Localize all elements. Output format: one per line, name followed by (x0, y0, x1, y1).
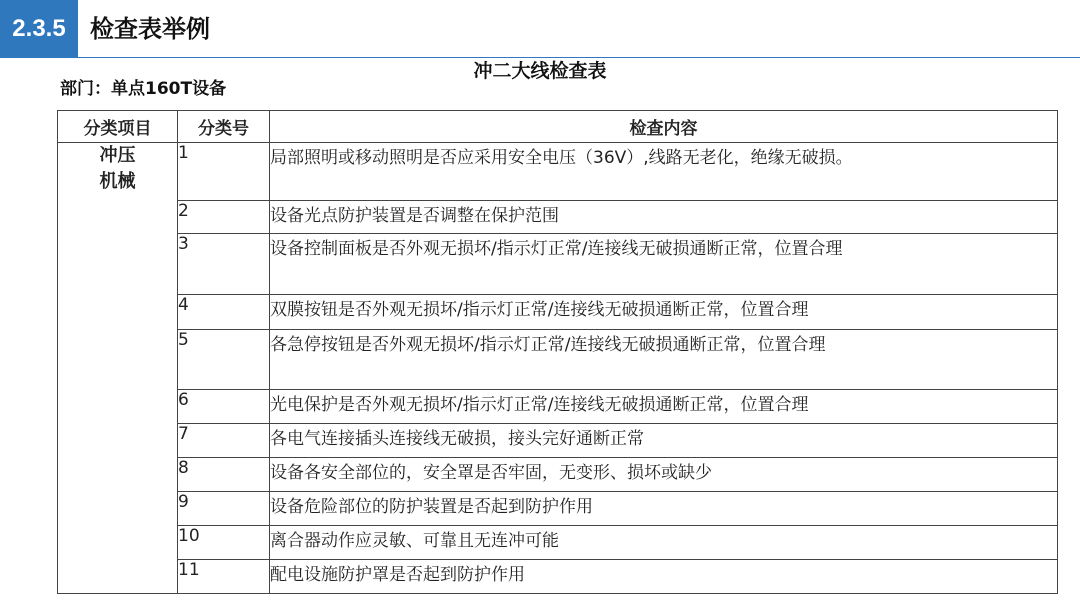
table-row (58, 526, 1058, 560)
row-number: 9 (178, 492, 270, 526)
category-line: 冲压 (99, 145, 136, 166)
row-number: 3 (178, 234, 270, 295)
table-row (58, 560, 1058, 594)
row-content: 设备各安全部位的，安全罩是否牢固，无变形、损坏或缺少 (270, 458, 1058, 492)
table-row (58, 201, 1058, 234)
row-number: 1 (178, 143, 270, 201)
category-line: 机械 (99, 171, 136, 192)
row-number: 10 (178, 526, 270, 560)
table-row (58, 234, 1058, 295)
page-title: 检查表举例 (90, 15, 210, 43)
table-header-row (58, 111, 1058, 143)
row-content: 各急停按钮是否外观无损坏/指示灯正常/连接线无破损通断正常，位置合理 (270, 330, 1058, 390)
column-header-content: 检查内容 (270, 111, 1058, 143)
row-content: 设备光点防护装置是否调整在保护范围 (270, 201, 1058, 234)
row-content: 配电设施防护罩是否起到防护作用 (270, 560, 1058, 594)
table-row (58, 143, 1058, 201)
row-number: 8 (178, 458, 270, 492)
row-content: 光电保护是否外观无损坏/指示灯正常/连接线无破损通断正常，位置合理 (270, 390, 1058, 424)
table-row (58, 330, 1058, 390)
column-header-category: 分类项目 (58, 111, 178, 143)
row-content: 各电气连接插头连接线无破损，接头完好通断正常 (270, 424, 1058, 458)
row-number: 4 (178, 295, 270, 330)
inspection-table (57, 110, 1058, 594)
column-header-number: 分类号 (178, 111, 270, 143)
row-content: 设备控制面板是否外观无损坏/指示灯正常/连接线无破损通断正常，位置合理 (270, 234, 1058, 295)
row-content: 双膜按钮是否外观无损坏/指示灯正常/连接线无破损通断正常，位置合理 (270, 295, 1058, 330)
table-row (58, 458, 1058, 492)
row-content: 局部照明或移动照明是否应采用安全电压（36V）,线路无老化，绝缘无破损。 (270, 143, 1058, 201)
row-number: 11 (178, 560, 270, 594)
row-number: 6 (178, 390, 270, 424)
table-row (58, 295, 1058, 330)
table-title: 冲二大线检查表 (473, 60, 607, 82)
row-number: 7 (178, 424, 270, 458)
section-number-badge: 2.3.5 (0, 0, 78, 58)
table-row (58, 492, 1058, 526)
department-label: 部门：单点160T设备 (60, 79, 227, 99)
table-row (58, 424, 1058, 458)
row-number: 5 (178, 330, 270, 390)
category-cell (58, 143, 178, 594)
row-content: 离合器动作应灵敏、可靠且无连冲可能 (270, 526, 1058, 560)
row-content: 设备危险部位的防护装置是否起到防护作用 (270, 492, 1058, 526)
row-number: 2 (178, 201, 270, 234)
table-row (58, 390, 1058, 424)
